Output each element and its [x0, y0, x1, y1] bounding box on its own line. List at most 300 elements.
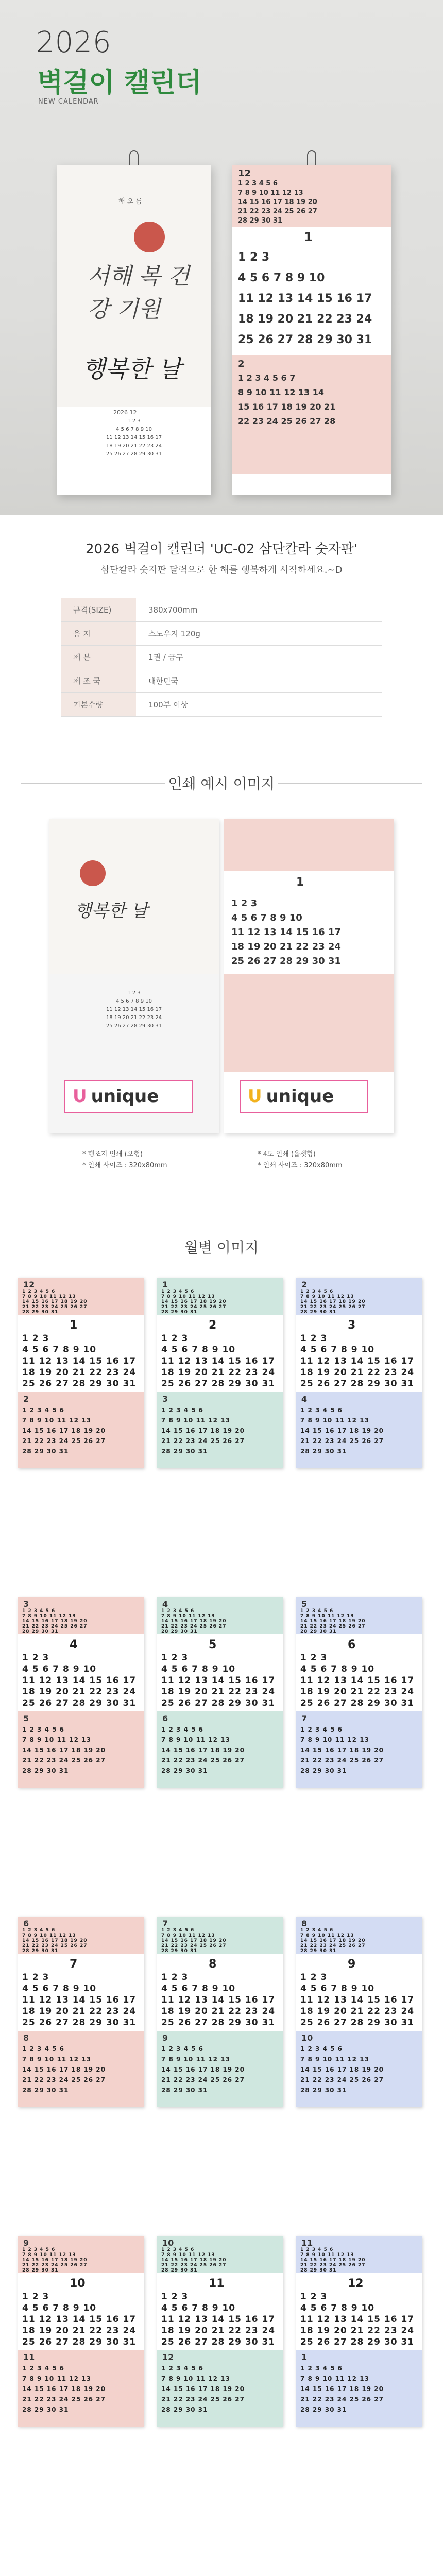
- monthly-card: [157, 1278, 283, 1468]
- card-prev-row: 14 15 16 17 18 19 20: [300, 1619, 366, 1624]
- card-prev-row: 7 8 9 10 11 12 13: [161, 1294, 215, 1299]
- card-current-row: 25 26 27 28 29 30 31: [161, 2337, 276, 2347]
- card-current-row: 25 26 27 28 29 30 31: [161, 2018, 276, 2028]
- date-row: 1 2 3: [238, 251, 270, 264]
- card-next-row: 21 22 23 24 25 26 27: [300, 1757, 384, 1764]
- card-next-row: 28 29 30 31: [22, 1767, 69, 1774]
- note-line: * 4도 인쇄 (옵셋형): [258, 1150, 316, 1158]
- card-prev-row: 1 2 3 4 5 6: [161, 2247, 195, 2252]
- card-next-row: 21 22 23 24 25 26 27: [22, 2076, 106, 2083]
- card-prev-row: 7 8 9 10 11 12 13: [22, 1933, 76, 1938]
- card-current-row: 25 26 27 28 29 30 31: [300, 2337, 415, 2347]
- card-prev-row: 7 8 9 10 11 12 13: [22, 1614, 76, 1619]
- card-next-month: 12: [162, 2352, 174, 2362]
- current-month-band: [232, 227, 391, 355]
- card-next-row: 14 15 16 17 18 19 20: [300, 2066, 384, 2073]
- card-current-row: 4 5 6 7 8 9 10: [161, 1664, 236, 1674]
- card-next-row: 14 15 16 17 18 19 20: [161, 1747, 245, 1754]
- mini-date-row: 18 19 20 21 22 23 24: [106, 443, 162, 449]
- date-row: 18 19 20 21 22 23 24: [231, 941, 341, 952]
- spec-row: [61, 646, 382, 669]
- card-prev-row: 21 22 23 24 25 26 27: [22, 1304, 88, 1310]
- print-example-heading: 인쇄 예시 이미지: [168, 775, 275, 792]
- custom-order-section: [0, 2561, 443, 2576]
- print-note-right: [258, 1149, 343, 1172]
- hero-section: [0, 0, 443, 515]
- card-prev-row: 14 15 16 17 18 19 20: [22, 1938, 88, 1943]
- card-prev-row: 7 8 9 10 11 12 13: [300, 1294, 354, 1299]
- date-row: 1 2 3 4 5 6 7: [238, 373, 296, 383]
- card-next-row: 28 29 30 31: [22, 2406, 69, 2413]
- card-current-row: 11 12 13 14 15 16 17: [300, 1356, 415, 1366]
- card-current-row: 18 19 20 21 22 23 24: [300, 2326, 415, 2336]
- monthly-card: [296, 1917, 422, 2107]
- card-current-row: 11 12 13 14 15 16 17: [161, 1995, 276, 2005]
- card-next-month: 8: [23, 2033, 29, 2043]
- example-month: 1: [296, 876, 304, 889]
- card-next-row: 21 22 23 24 25 26 27: [161, 2396, 245, 2403]
- card-next-row: 28 29 30 31: [161, 1448, 208, 1455]
- card-next-row: 21 22 23 24 25 26 27: [300, 2076, 384, 2083]
- card-current-month: 1: [70, 1319, 78, 1332]
- monthly-heading: 월별 이미지: [184, 1239, 259, 1256]
- card-current-month: 7: [70, 1958, 78, 1971]
- mini-date-row: 4 5 6 7 8 9 10: [116, 998, 152, 1004]
- spec-value: 380x700mm: [136, 598, 382, 622]
- card-current-row: 1 2 3: [22, 1653, 49, 1663]
- card-next-row: 28 29 30 31: [300, 2406, 347, 2413]
- date-row: 18 19 20 21 22 23 24: [238, 313, 372, 326]
- card-prev-row: 28 29 30 31: [161, 1948, 198, 1954]
- card-next-row: 1 2 3 4 5 6: [22, 2365, 64, 2372]
- card-next-row: 21 22 23 24 25 26 27: [22, 1757, 106, 1764]
- card-next-month: 7: [301, 1714, 308, 1723]
- example-band-bottom: [224, 974, 394, 1072]
- card-next-row: 7 8 9 10 11 12 13: [300, 2056, 369, 2063]
- card-current-row: 25 26 27 28 29 30 31: [300, 1698, 415, 1708]
- card-next-row: 21 22 23 24 25 26 27: [161, 1437, 245, 1445]
- prev-month-number: 12: [238, 168, 251, 179]
- card-current-month: 6: [348, 1638, 356, 1651]
- date-row: 1 2 3: [231, 898, 258, 909]
- spec-row: [61, 669, 382, 693]
- card-next-row: 21 22 23 24 25 26 27: [161, 1757, 245, 1764]
- card-prev-row: 14 15 16 17 18 19 20: [22, 1619, 88, 1624]
- print-example-section: [0, 757, 443, 1221]
- cover-calligraphy-2: 행복한 날: [82, 355, 182, 383]
- cover-small-text: 해 오 름: [118, 198, 142, 206]
- back-number-calendar: [232, 165, 391, 495]
- card-prev-month: 12: [23, 1280, 35, 1290]
- spec-row: [61, 598, 382, 622]
- card-next-month: 11: [23, 2352, 35, 2362]
- card-current-row: 18 19 20 21 22 23 24: [22, 2326, 137, 2336]
- card-prev-row: 21 22 23 24 25 26 27: [161, 1624, 227, 1629]
- example-artwork: [49, 819, 219, 974]
- card-prev-month: 2: [301, 1280, 308, 1290]
- card-current-row: 18 19 20 21 22 23 24: [300, 1367, 415, 1378]
- card-prev-row: 21 22 23 24 25 26 27: [161, 2263, 227, 2268]
- next-month-band: [232, 355, 391, 474]
- card-current-row: 18 19 20 21 22 23 24: [22, 1687, 137, 1697]
- date-row: 14 15 16 17 18 19 20: [238, 198, 317, 206]
- date-row: 11 12 13 14 15 16 17: [231, 927, 341, 938]
- card-current-row: 4 5 6 7 8 9 10: [22, 2303, 97, 2313]
- card-current-row: 4 5 6 7 8 9 10: [161, 1984, 236, 1994]
- card-prev-row: 28 29 30 31: [22, 1310, 59, 1315]
- card-next-month: 6: [162, 1714, 168, 1723]
- card-prev-month: 3: [23, 1599, 29, 1609]
- card-prev-row: 21 22 23 24 25 26 27: [300, 1304, 366, 1310]
- spec-value: 대한민국: [136, 669, 382, 693]
- card-current-row: 1 2 3: [300, 1653, 328, 1663]
- card-current-row: 1 2 3: [22, 1972, 49, 1982]
- card-current-row: 4 5 6 7 8 9 10: [300, 1664, 375, 1674]
- logo-text: unique: [91, 1086, 159, 1107]
- card-next-row: 28 29 30 31: [161, 2406, 208, 2413]
- card-next-row: 28 29 30 31: [300, 1448, 347, 1455]
- card-prev-row: 28 29 30 31: [22, 1948, 59, 1954]
- monthly-card: [296, 2236, 422, 2427]
- mini-date-row: 11 12 13 14 15 16 17: [106, 435, 162, 440]
- example-mini-calendar: [77, 989, 191, 1030]
- card-next-month: 3: [162, 1394, 168, 1404]
- card-prev-month: 5: [301, 1599, 308, 1609]
- card-next-row: 1 2 3 4 5 6: [161, 1726, 203, 1733]
- card-prev-row: 28 29 30 31: [161, 1629, 198, 1634]
- card-prev-row: 28 29 30 31: [300, 2268, 337, 2273]
- card-current-row: 25 26 27 28 29 30 31: [300, 2018, 415, 2028]
- card-prev-row: 21 22 23 24 25 26 27: [161, 1943, 227, 1948]
- card-current-row: 4 5 6 7 8 9 10: [300, 1984, 375, 1994]
- card-prev-row: 21 22 23 24 25 26 27: [22, 1943, 88, 1948]
- card-prev-row: 1 2 3 4 5 6: [300, 2247, 334, 2252]
- card-current-row: 4 5 6 7 8 9 10: [161, 2303, 236, 2313]
- card-current-row: 18 19 20 21 22 23 24: [161, 1687, 276, 1697]
- card-next-row: 1 2 3 4 5 6: [161, 2365, 203, 2372]
- card-prev-row: 21 22 23 24 25 26 27: [300, 2263, 366, 2268]
- monthly-card: [18, 1597, 144, 1788]
- card-prev-row: 7 8 9 10 11 12 13: [161, 1933, 215, 1938]
- card-current-row: 11 12 13 14 15 16 17: [161, 1356, 276, 1366]
- spec-value: 100부 이상: [136, 693, 382, 717]
- cover-calligraphy-1: 서해 복 건강 기원: [88, 263, 190, 323]
- mini-date-row: 18 19 20 21 22 23 24: [106, 1015, 162, 1021]
- card-next-row: 14 15 16 17 18 19 20: [300, 2385, 384, 2393]
- card-next-row: 28 29 30 31: [300, 2087, 347, 2094]
- card-prev-row: 7 8 9 10 11 12 13: [22, 2252, 76, 2258]
- product-title: 2026 벽걸이 캘린더 'UC-02 삼단칼라 숫자판': [86, 541, 357, 557]
- card-prev-row: 28 29 30 31: [300, 1310, 337, 1315]
- card-current-row: 25 26 27 28 29 30 31: [22, 1698, 137, 1708]
- divider: [278, 783, 422, 784]
- card-current-month: 5: [209, 1638, 217, 1651]
- card-next-month: 10: [301, 2033, 313, 2043]
- card-current-row: 25 26 27 28 29 30 31: [22, 2337, 137, 2347]
- spec-row: [61, 622, 382, 646]
- spec-key: 규격(SIZE): [61, 598, 136, 622]
- monthly-card: [18, 1278, 144, 1468]
- product-info-section: [0, 515, 443, 757]
- card-current-month: 9: [348, 1958, 356, 1971]
- card-prev-row: 1 2 3 4 5 6: [22, 2247, 56, 2252]
- monthly-card: [157, 1597, 283, 1788]
- monthly-card: [18, 2236, 144, 2427]
- logo-u-icon: U: [248, 1086, 262, 1107]
- card-next-row: 28 29 30 31: [22, 1448, 69, 1455]
- card-next-row: 28 29 30 31: [161, 2087, 208, 2094]
- card-current-row: 11 12 13 14 15 16 17: [22, 1995, 137, 2005]
- card-prev-row: 28 29 30 31: [22, 1629, 59, 1634]
- card-current-row: 25 26 27 28 29 30 31: [161, 1379, 276, 1389]
- spec-key: 제 본: [61, 646, 136, 669]
- cover-mini-calendar: [77, 417, 191, 459]
- date-row: 11 12 13 14 15 16 17: [238, 292, 372, 305]
- card-current-month: 2: [209, 1319, 217, 1332]
- card-prev-row: 1 2 3 4 5 6: [161, 1608, 195, 1614]
- prev-month-band: [232, 165, 391, 227]
- card-prev-row: 14 15 16 17 18 19 20: [161, 2258, 227, 2263]
- card-prev-month: 6: [23, 1919, 29, 1928]
- card-next-row: 14 15 16 17 18 19 20: [300, 1427, 384, 1434]
- mini-date-row: 4 5 6 7 8 9 10: [116, 427, 152, 432]
- card-prev-row: 21 22 23 24 25 26 27: [22, 1624, 88, 1629]
- card-next-row: 1 2 3 4 5 6: [161, 1406, 203, 1414]
- note-line: * 행조지 인쇄 (오형): [82, 1150, 143, 1158]
- product-subtitle: 삼단칼라 숫자판 달력으로 한 해를 행복하게 시작하세요.~D: [100, 565, 343, 575]
- card-next-row: 7 8 9 10 11 12 13: [22, 2375, 91, 2382]
- example-band-top: [224, 819, 394, 871]
- card-next-row: 1 2 3 4 5 6: [22, 1726, 64, 1733]
- card-prev-row: 1 2 3 4 5 6: [161, 1289, 195, 1294]
- card-next-row: 14 15 16 17 18 19 20: [161, 2385, 245, 2393]
- card-current-row: 4 5 6 7 8 9 10: [300, 2303, 375, 2313]
- card-prev-row: 21 22 23 24 25 26 27: [22, 2263, 88, 2268]
- card-next-row: 14 15 16 17 18 19 20: [22, 1747, 106, 1754]
- card-current-row: 4 5 6 7 8 9 10: [300, 1345, 375, 1355]
- card-prev-row: 21 22 23 24 25 26 27: [300, 1943, 366, 1948]
- card-current-row: 1 2 3: [22, 2292, 49, 2302]
- current-month-number: 1: [304, 230, 313, 244]
- card-current-row: 18 19 20 21 22 23 24: [161, 2006, 276, 2016]
- card-prev-row: 14 15 16 17 18 19 20: [300, 2258, 366, 2263]
- monthly-card: [296, 1278, 422, 1468]
- card-current-row: 25 26 27 28 29 30 31: [300, 1379, 415, 1389]
- card-current-row: 11 12 13 14 15 16 17: [300, 1675, 415, 1686]
- card-current-row: 18 19 20 21 22 23 24: [22, 2006, 137, 2016]
- card-current-row: 1 2 3: [300, 2292, 328, 2302]
- logo-text: unique: [266, 1086, 334, 1107]
- date-row: 21 22 23 24 25 26 27: [238, 208, 317, 215]
- print-note-left: [82, 1149, 167, 1172]
- logo-u-icon: U: [73, 1086, 87, 1107]
- card-prev-month: 8: [301, 1919, 308, 1928]
- card-prev-row: 1 2 3 4 5 6: [161, 1928, 195, 1933]
- card-prev-row: 21 22 23 24 25 26 27: [161, 1304, 227, 1310]
- card-prev-row: 14 15 16 17 18 19 20: [161, 1938, 227, 1943]
- card-prev-row: 14 15 16 17 18 19 20: [300, 1938, 366, 1943]
- card-next-row: 7 8 9 10 11 12 13: [161, 2056, 230, 2063]
- card-prev-month: 4: [162, 1599, 168, 1609]
- hanger-icon: [307, 150, 316, 166]
- hero-year: 2026: [36, 26, 112, 59]
- card-prev-row: 1 2 3 4 5 6: [22, 1928, 56, 1933]
- spec-row: [61, 693, 382, 717]
- next-month-number: 2: [238, 359, 245, 369]
- mini-date-row: 1 2 3: [127, 990, 141, 996]
- card-prev-row: 28 29 30 31: [22, 2268, 59, 2273]
- card-next-row: 7 8 9 10 11 12 13: [300, 1417, 369, 1424]
- mini-date-row: 1 2 3: [127, 418, 141, 424]
- card-current-row: 1 2 3: [161, 1972, 189, 1982]
- card-current-row: 1 2 3: [161, 2292, 189, 2302]
- card-current-row: 1 2 3: [161, 1653, 189, 1663]
- date-row: 25 26 27 28 29 30 31: [231, 956, 341, 967]
- card-prev-row: 1 2 3 4 5 6: [22, 1289, 56, 1294]
- card-prev-month: 1: [162, 1280, 168, 1290]
- date-row: 4 5 6 7 8 9 10: [238, 272, 325, 284]
- card-next-row: 1 2 3 4 5 6: [300, 2045, 343, 2053]
- card-prev-row: 7 8 9 10 11 12 13: [300, 1933, 354, 1938]
- hero-tag: NEW CALENDAR: [38, 98, 99, 106]
- spec-key: 용 지: [61, 622, 136, 646]
- front-cover-calendar: [57, 165, 211, 495]
- card-prev-row: 14 15 16 17 18 19 20: [161, 1619, 227, 1624]
- card-current-row: 1 2 3: [300, 1972, 328, 1982]
- card-current-row: 18 19 20 21 22 23 24: [161, 2326, 276, 2336]
- card-next-row: 1 2 3 4 5 6: [161, 2045, 203, 2053]
- card-prev-row: 7 8 9 10 11 12 13: [22, 1294, 76, 1299]
- mini-date-row: 25 26 27 28 29 30 31: [106, 451, 162, 457]
- monthly-card: [18, 1917, 144, 2107]
- card-next-row: 28 29 30 31: [161, 1767, 208, 1774]
- example-logo-box: [240, 1080, 368, 1113]
- card-prev-row: 1 2 3 4 5 6: [22, 1608, 56, 1614]
- card-next-row: 21 22 23 24 25 26 27: [161, 2076, 245, 2083]
- card-next-row: 1 2 3 4 5 6: [300, 1726, 343, 1733]
- card-prev-row: 1 2 3 4 5 6: [300, 1928, 334, 1933]
- mini-date-row: 25 26 27 28 29 30 31: [106, 1023, 162, 1029]
- cover-artwork: [57, 165, 211, 407]
- card-next-row: 28 29 30 31: [22, 2087, 69, 2094]
- card-current-row: 18 19 20 21 22 23 24: [300, 2006, 415, 2016]
- card-current-row: 4 5 6 7 8 9 10: [22, 1984, 97, 1994]
- card-prev-row: 28 29 30 31: [161, 1310, 198, 1315]
- card-prev-row: 1 2 3 4 5 6: [300, 1608, 334, 1614]
- card-prev-row: 14 15 16 17 18 19 20: [161, 1299, 227, 1304]
- card-next-row: 7 8 9 10 11 12 13: [22, 1736, 91, 1743]
- card-prev-month: 7: [162, 1919, 168, 1928]
- card-prev-month: 11: [301, 2238, 313, 2248]
- example-calligraphy: 행복한 날: [75, 901, 148, 921]
- card-next-row: 14 15 16 17 18 19 20: [22, 2066, 106, 2073]
- card-prev-month: 9: [23, 2238, 29, 2248]
- card-current-row: 11 12 13 14 15 16 17: [22, 1675, 137, 1686]
- card-next-row: 14 15 16 17 18 19 20: [161, 1427, 245, 1434]
- card-current-row: 18 19 20 21 22 23 24: [161, 1367, 276, 1378]
- card-next-month: 9: [162, 2033, 168, 2043]
- monthly-card: [296, 1597, 422, 1788]
- card-next-row: 7 8 9 10 11 12 13: [161, 1417, 230, 1424]
- monthly-card: [157, 2236, 283, 2427]
- hanger-icon: [129, 150, 139, 166]
- date-row: 8 9 10 11 12 13 14: [238, 387, 325, 397]
- card-current-month: 12: [348, 2277, 364, 2290]
- card-current-month: 3: [348, 1319, 356, 1332]
- spec-value: 1권 / 금구: [136, 646, 382, 669]
- card-next-row: 1 2 3 4 5 6: [300, 2365, 343, 2372]
- date-row: 25 26 27 28 29 30 31: [238, 333, 372, 346]
- card-next-month: 5: [23, 1714, 29, 1723]
- card-next-row: 14 15 16 17 18 19 20: [161, 2066, 245, 2073]
- card-next-row: 7 8 9 10 11 12 13: [300, 2375, 369, 2382]
- card-prev-row: 1 2 3 4 5 6: [300, 1289, 334, 1294]
- card-next-row: 14 15 16 17 18 19 20: [300, 1747, 384, 1754]
- date-row: 22 23 24 25 26 27 28: [238, 416, 336, 426]
- card-next-row: 7 8 9 10 11 12 13: [22, 1417, 91, 1424]
- card-prev-row: 14 15 16 17 18 19 20: [300, 1299, 366, 1304]
- spec-value: 스노우지 120g: [136, 622, 382, 646]
- red-sun-icon: [80, 860, 106, 886]
- card-current-row: 4 5 6 7 8 9 10: [161, 1345, 236, 1355]
- note-line: * 인쇄 사이즈 : 320x80mm: [258, 1162, 343, 1170]
- card-prev-month: 10: [162, 2238, 174, 2248]
- card-current-row: 1 2 3: [161, 1333, 189, 1344]
- card-next-row: 21 22 23 24 25 26 27: [22, 2396, 106, 2403]
- card-prev-row: 7 8 9 10 11 12 13: [161, 2252, 215, 2258]
- card-next-row: 14 15 16 17 18 19 20: [22, 2385, 106, 2393]
- card-next-row: 14 15 16 17 18 19 20: [22, 1427, 106, 1434]
- card-current-month: 4: [70, 1638, 78, 1651]
- mini-date-row: 11 12 13 14 15 16 17: [106, 1007, 162, 1012]
- card-prev-row: 21 22 23 24 25 26 27: [300, 1624, 366, 1629]
- card-current-row: 11 12 13 14 15 16 17: [300, 1995, 415, 2005]
- card-next-row: 7 8 9 10 11 12 13: [22, 2056, 91, 2063]
- card-next-row: 28 29 30 31: [300, 1767, 347, 1774]
- card-current-row: 1 2 3: [300, 1333, 328, 1344]
- card-next-row: 7 8 9 10 11 12 13: [161, 1736, 230, 1743]
- note-line: * 인쇄 사이즈 : 320x80mm: [82, 1162, 167, 1170]
- card-current-row: 11 12 13 14 15 16 17: [161, 1675, 276, 1686]
- monthly-card: [157, 1917, 283, 2107]
- date-row: 1 2 3 4 5 6: [238, 180, 278, 188]
- monthly-images-section: [0, 1221, 443, 2561]
- card-current-row: 11 12 13 14 15 16 17: [300, 2314, 415, 2325]
- spec-key: 제 조 국: [61, 669, 136, 693]
- example-logo-box: [64, 1080, 193, 1113]
- cover-month-label: 2026 12: [113, 409, 137, 416]
- card-current-month: 10: [70, 2277, 86, 2290]
- card-prev-row: 14 15 16 17 18 19 20: [22, 2258, 88, 2263]
- card-next-row: 1 2 3 4 5 6: [300, 1406, 343, 1414]
- card-next-row: 1 2 3 4 5 6: [22, 2045, 64, 2053]
- date-row: 7 8 9 10 11 12 13: [238, 189, 303, 197]
- card-next-row: 21 22 23 24 25 26 27: [22, 1437, 106, 1445]
- card-prev-row: 28 29 30 31: [161, 2268, 198, 2273]
- card-next-row: 7 8 9 10 11 12 13: [300, 1736, 369, 1743]
- card-current-row: 11 12 13 14 15 16 17: [161, 2314, 276, 2325]
- hero-title: 벽걸이 캘린더: [37, 67, 202, 98]
- card-next-row: 21 22 23 24 25 26 27: [300, 2396, 384, 2403]
- card-prev-row: 28 29 30 31: [300, 1629, 337, 1634]
- date-row: 15 16 17 18 19 20 21: [238, 402, 336, 412]
- card-current-row: 4 5 6 7 8 9 10: [22, 1345, 97, 1355]
- spec-table: [61, 598, 382, 717]
- card-current-month: 8: [209, 1958, 217, 1971]
- card-current-row: 11 12 13 14 15 16 17: [22, 2314, 137, 2325]
- card-next-month: 2: [23, 1394, 29, 1404]
- card-prev-row: 7 8 9 10 11 12 13: [161, 1614, 215, 1619]
